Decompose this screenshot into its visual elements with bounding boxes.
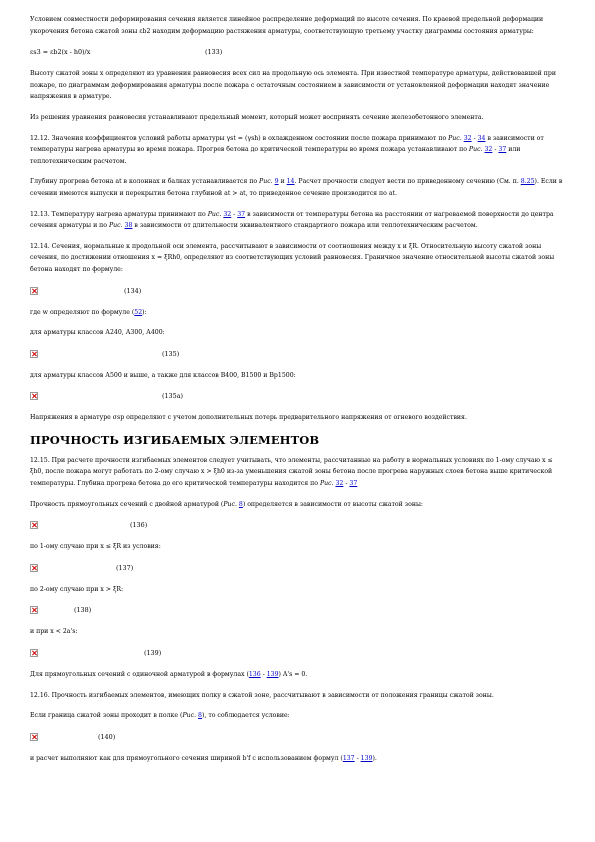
- equation-136: [30, 519, 565, 531]
- formula-link[interactable]: 137: [342, 754, 355, 762]
- text: ) определяется в зависимости от высоты сжатой зоны:: [242, 500, 423, 508]
- text: ):: [142, 308, 147, 316]
- text: ).: [372, 754, 377, 762]
- figure-link[interactable]: 37: [237, 210, 246, 218]
- paragraph: по 1-ому случаю при x ≤ ξR из условия:: [30, 543, 161, 551]
- text: и расчет выполняют как для прямоугольного сечения шириной b'f с использованием формул (: [30, 754, 343, 762]
- text: Рис.: [108, 222, 123, 230]
- equation-135a: [30, 390, 565, 402]
- text: где w определяют по формуле (: [30, 308, 135, 316]
- equation-number: (139): [144, 649, 162, 658]
- text: ), то соблюдается условие:: [201, 712, 290, 720]
- equation-number: (135а): [162, 392, 183, 401]
- equation-137: [30, 562, 565, 574]
- figure-link[interactable]: 32: [463, 134, 472, 142]
- paragraph: [30, 176, 565, 199]
- paragraph-12-16: 12.16. Прочность изгибаемых элементов, имеющих полку в сжатой зоне, рассчитывают в зависимости от положения границы сжатой зоны.: [30, 691, 494, 699]
- text: 12.12. Значения коэффициентов условий работы арматуры γst = (γsh) в охлажденном состоянии после пожара принимают по: [30, 134, 449, 142]
- equation-139: [30, 647, 565, 659]
- formula-link[interactable]: 52: [134, 308, 143, 316]
- text: -: [471, 134, 478, 142]
- broken-image-icon: [30, 733, 38, 741]
- equation-134: [30, 285, 565, 297]
- text: Рис.: [223, 500, 237, 508]
- text: Рис.: [448, 134, 462, 142]
- text: ) A's = 0.: [278, 671, 308, 679]
- equation-number: (140): [98, 732, 116, 741]
- broken-image-icon: [30, 521, 38, 529]
- paragraph: Из решения уравнения равновесия устанавливают предельный момент, который может воспринять сечение железобетонного элемента.: [30, 113, 484, 121]
- equation-140: [30, 731, 565, 743]
- equation-138: [30, 604, 565, 616]
- paragraph: для арматуры классов А500 и выше, а также для классов В400, В1500 и Вр1500:: [30, 371, 296, 379]
- figure-link[interactable]: 9: [274, 178, 279, 186]
- section-link[interactable]: 8.25: [520, 178, 535, 186]
- text: Для прямоугольных сечений с одиночной арматурой в формулах (: [30, 671, 249, 679]
- text: Рис.: [468, 146, 483, 154]
- formula-link[interactable]: 139: [266, 671, 279, 679]
- equation-number: (138): [74, 606, 92, 615]
- equation-number: (135): [162, 349, 180, 358]
- figure-link[interactable]: 38: [124, 222, 133, 230]
- broken-image-icon: [30, 606, 38, 614]
- broken-image-icon: [30, 392, 38, 400]
- broken-image-icon: [30, 649, 38, 657]
- figure-link[interactable]: 32: [335, 480, 344, 488]
- text: ). Если в сечении имеются выпуски и перекрытия бетона глубиной at > at, то приведенное сечение производится по at.: [30, 178, 563, 197]
- text: Прочность прямоугольных сечений с двойной арматурой (: [30, 500, 224, 508]
- paragraph: Условием совместности деформирования сечения является линейное распределение деформаций по высоте сечения. По краевой предельной деформации укорочения бетона сжатой зоны εb2 находим деформацию растяжения арматуры, соответствующую третьему участку диаграммы состояния арматуры:: [30, 16, 544, 35]
- text: в зависимости от температуры бетона на расстоянии от нагреваемой поверхности до центра сечения арматуры и по: [30, 210, 554, 230]
- text: Если граница сжатой зоны проходит в полке (: [30, 712, 183, 720]
- equation-number: (137): [116, 563, 134, 572]
- text: Глубину прогрева бетона at в колоннах и балках устанавливается по: [30, 178, 260, 186]
- equation-133: [30, 46, 565, 58]
- paragraph: и расчет выполняют как для прямоугольного сечения шириной b'f с использованием формул (137 - 139).: [30, 754, 377, 762]
- figure-link[interactable]: 32: [484, 146, 493, 154]
- text: Рис.: [319, 480, 334, 488]
- text: 12.15. При расчете прочности изгибаемых элементов следует учитывать, что элементы, рассчитанные на работу в нормальных условиях по 1-ому случаю x ≤ ξh0, после пожара могут работать по 2-ому случаю x > ξh0 из-за уменьшения сжатой зоны бетона после прогрева наружных слоев бетона выше критической температуры. Глубина прогрева бетона до его критической температуры находится по: [30, 456, 553, 488]
- paragraph: Для прямоугольных сечений с одиночной арматурой в формулах (136 - 139) A's = 0.: [30, 671, 308, 679]
- paragraph: по 2-ому случаю при x > ξR:: [30, 585, 124, 593]
- figure-link[interactable]: 8: [198, 712, 202, 720]
- text: 12.13. Температуру нагрева арматуры принимают по: [30, 210, 208, 218]
- figure-link[interactable]: 32: [223, 210, 232, 218]
- equation-formula: εs3 = εb2(x - h0)/x: [30, 48, 91, 57]
- text: в зависимости от длительности эквивалентного стандартного пожара или теплотехническим расчетом.: [132, 222, 478, 230]
- paragraph: [30, 499, 565, 511]
- formula-link[interactable]: 139: [360, 754, 373, 762]
- figure-link[interactable]: 34: [477, 134, 486, 142]
- paragraph-12-13: 12.13. Температуру нагрева арматуры принимают по Рис. 32 - 37 в зависимости от температуры бетона на расстоянии от нагреваемой поверхности до центра сечения арматуры и по Рис. 38 в зависимости от длительности эквивалентного стандартного пожара или теплотехническим расчетом.: [30, 210, 554, 230]
- paragraph: Высоту сжатой зоны x определяют из уравнения равновесия всех сил на продольную ось элемента. При известной температуре арматуры, действовавшей при пожаре, по диаграммам деформирования арматуры после пожара с остаточным состоянием в зависимости от установленной деформации находят значение напряжения в арматуре.: [30, 70, 556, 101]
- text: Рис.: [259, 178, 273, 186]
- broken-image-icon: [30, 350, 38, 358]
- section-heading: ПРОЧНОСТЬ ИЗГИБАЕМЫХ ЭЛЕМЕНТОВ: [30, 432, 320, 447]
- figure-link[interactable]: 14: [286, 178, 295, 186]
- text: и: [278, 178, 287, 186]
- figure-link[interactable]: 37: [349, 480, 358, 488]
- equation-number: (133): [205, 48, 223, 57]
- broken-image-icon: [30, 564, 38, 572]
- paragraph-12-15: 12.15. При расчете прочности изгибаемых элементов следует учитывать, что элементы, рассчитанные на работу в нормальных условиях по 1-ому случаю x ≤ ξh0, после пожара могут работать по 2-ому случаю x > ξh0 из-за уменьшения сжатой зоны бетона после прогрева наружных слоев бетона выше критической температуры. Глубина прогрева бетона до его критической температуры находится по Рис. 32 - 37: [30, 456, 553, 488]
- paragraph: и при x < 2a's:: [30, 628, 78, 636]
- broken-image-icon: [30, 287, 38, 295]
- text: . Расчет прочности следует вести по приведенному сечению (См. п.: [294, 178, 521, 186]
- paragraph-12-14: 12.14. Сечения, нормальные к продольной оси элемента, рассчитывают в зависимости от соотношения между x и ξR. Относительную высоту сжатой зоны сечения, по достижении отношения x = ξRh0, определяют из соответствующих условий равновесия. Граничное значение относительной высоты сжатой зоны бетона находят по формуле:: [30, 242, 555, 273]
- paragraph: [30, 307, 565, 319]
- equation-number: (134): [124, 286, 142, 295]
- figure-link[interactable]: 37: [498, 146, 507, 154]
- paragraph: Напряжения в арматуре σsp определяют с учетом дополнительных потерь предварительного напряжения от огневого воздействия.: [30, 414, 467, 422]
- paragraph: [30, 710, 565, 722]
- equation-number: (136): [130, 521, 148, 530]
- figure-link[interactable]: 8: [238, 500, 243, 508]
- formula-link[interactable]: 136: [248, 671, 261, 679]
- text: в зависимости от температуры нагрева арматуры во время пожара. Прогрев бетона до критической температуры во время пожара устанавливают по: [30, 134, 544, 154]
- paragraph: для арматуры классов А240, А300, А400:: [30, 329, 165, 337]
- text: Рис.: [207, 210, 222, 218]
- text: или теплотехническим расчетом.: [30, 146, 521, 165]
- equation-135: [30, 348, 565, 360]
- paragraph-12-12: 12.12. Значения коэффициентов условий работы арматуры γst = (γsh) в охлажденном состоянии после пожара принимают по Рис. 32 - 34 в зависимости от температуры нагрева арматуры во время пожара. Прогрев бетона до критической температуры во время пожара устанавливают по Рис. 32 - 37 или теплотехническим расчетом.: [30, 134, 544, 165]
- text: Рис.: [182, 712, 197, 720]
